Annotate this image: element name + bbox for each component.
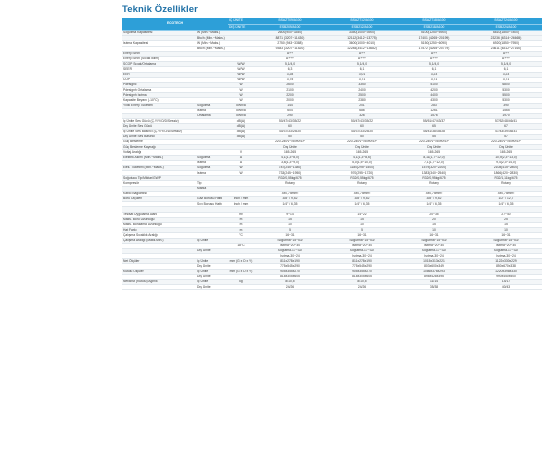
spec-unit: W — [228, 93, 254, 98]
spec-value: 2000 — [254, 98, 326, 103]
spec-value: Isıtma-30~24 — [398, 254, 470, 259]
spec-sublabel: Tip — [196, 181, 228, 186]
spec-value: 3,75 — [254, 77, 326, 82]
spec-value: Dış Ünite — [326, 145, 398, 150]
spec-value: 57 — [470, 134, 542, 139]
spec-unit: W — [228, 165, 254, 170]
spec-value: 6,3 — [254, 67, 326, 72]
spec-sublabel: Dış Ünite — [196, 248, 228, 253]
spec-unit: W — [228, 88, 254, 93]
spec-value: A+++ — [254, 56, 326, 61]
spec-value: Soğutma-17~32/ — [254, 248, 326, 253]
spec-value: 6800 — [470, 82, 542, 87]
spec-value: 2600(900~3350) — [254, 31, 326, 36]
spec-sublabel: Dış Ünite — [196, 285, 228, 290]
spec-value: 220-240V~/50Hz/1P — [254, 139, 326, 144]
spec-label: Kapasite Beyanı (-10°C) — [122, 98, 196, 103]
spec-unit: W/W — [228, 77, 254, 82]
spec-value: 4300 — [398, 98, 470, 103]
spec-value: 9,4(2,3~14,0) — [470, 160, 542, 165]
spec-value: 5300 — [470, 88, 542, 93]
spec-label: Pdesignh Ortalama — [122, 88, 196, 93]
spec-value: 2108(415~2800) — [470, 165, 542, 170]
spec-value: A++ — [326, 51, 398, 56]
spec-value: Isıtma~20~30 — [398, 243, 470, 248]
spec-value: R32/0,55kg/675 — [254, 176, 326, 181]
spec-value: 60 — [326, 124, 398, 129]
spec-value: 17401 (4265~20199) — [398, 36, 470, 41]
spec-value: R32/0,55kg/675 — [326, 176, 398, 181]
spec-label: Isıtma Kapasitesi — [122, 41, 196, 46]
spec-label: Güç Besleme Kaynağı — [122, 145, 196, 150]
spec-value: 5300 — [470, 98, 542, 103]
spec-value: 905x355x270 — [254, 269, 326, 274]
spec-value: 40/37/33/25/20 — [326, 129, 398, 134]
spec-value: 17572 (4265~20779) — [398, 46, 470, 51]
spec-value: 8871 (3207~11430) — [254, 36, 326, 41]
spec-value: 1/4" / 6,35 — [326, 202, 398, 207]
spec-value: 3/8" / 9,52 — [398, 197, 470, 202]
spec-value: 3,71 — [326, 77, 398, 82]
spec-value: 15 — [326, 217, 398, 222]
spec-value: 4200 — [398, 88, 470, 93]
spec-value: 201 — [326, 103, 398, 108]
spec-unit: dB(A) — [228, 124, 254, 129]
spec-value: 50/47/43/35/22 — [326, 119, 398, 124]
spec-unit: kWh/a — [228, 103, 254, 108]
spec-value: 775x545x290 — [254, 264, 326, 269]
spec-value: 50 — [326, 134, 398, 139]
spec-unit: kWh/a — [228, 108, 254, 113]
spec-label: Tesisat Uygulama Alanı — [122, 212, 196, 217]
spec-value: 3,28 — [254, 72, 326, 77]
spec-value: 220-240V~/50Hz/1P — [398, 139, 470, 144]
spec-sublabel: Dış Ünite — [196, 274, 228, 279]
spec-value: 326 — [326, 114, 398, 119]
spec-value: A++ — [254, 51, 326, 56]
spec-value: Isıtma-30~24 — [254, 254, 326, 259]
spec-value: 2400 — [326, 88, 398, 93]
spec-label: Kablo Bağlantısı — [122, 191, 196, 196]
spec-label: Dış Ünite Ses Basıncı — [122, 134, 196, 139]
spec-label: Maks. Borulama Uzunluğu — [122, 222, 196, 227]
spec-value: 23236 (6314~26665) — [470, 36, 542, 41]
spec-value: 4x0,75mm² — [470, 191, 542, 196]
spec-label: Enerji Sınıfı (Sıcak İklim) — [122, 56, 196, 61]
spec-value: Soğutma~15~53/ — [254, 238, 326, 243]
spec-unit: A — [228, 155, 254, 160]
spec-value: 6,1 — [326, 67, 398, 72]
spec-value: 775x545x290 — [326, 264, 398, 269]
spec-value: 686 — [326, 108, 398, 113]
spec-value: 990x450x500 — [470, 274, 542, 279]
spec-value: 1/4" / 6,35 — [398, 202, 470, 207]
spec-value: 2500 — [326, 93, 398, 98]
spec-value: Isıtma~20~30 — [470, 243, 542, 248]
spec-value: 16~31 — [254, 233, 326, 238]
spec-value: 50 — [254, 134, 326, 139]
spec-unit: A — [228, 160, 254, 165]
spec-unit: W — [228, 82, 254, 87]
spec-value: 390 — [470, 103, 542, 108]
spec-value: Isıtma~20~30 — [326, 243, 398, 248]
spec-sublabel: Isıtma — [196, 171, 228, 176]
spec-label: Yıllık Enerji Tüketimi — [122, 103, 196, 108]
spec-value: 811x278x190 — [326, 259, 398, 264]
spec-value: Dış Ünite — [470, 145, 542, 150]
spec-unit: V — [228, 150, 254, 155]
spec-value: 3600(1000~4010) — [326, 41, 398, 46]
indoor-model: BSAZT09/A100 — [254, 18, 326, 24]
spec-value: 1866(420~2830) — [470, 171, 542, 176]
spec-value: 12284(3412~13682) — [326, 46, 398, 51]
spec-value: 5150(1250~6090) — [398, 41, 470, 46]
spec-value: 20 — [398, 217, 470, 222]
spec-unit: 18°C — [228, 243, 254, 248]
spec-sublabel: W (Min.~Maks.) — [196, 41, 228, 46]
outdoor-model: ESB209/A100 — [254, 24, 326, 31]
spec-value: 9383 (3207~11520) — [254, 46, 326, 51]
spec-value: 3,01 — [326, 72, 398, 77]
spec-value: 3,23 — [398, 72, 470, 77]
spec-value: 16~31 — [470, 233, 542, 238]
spec-label: Çalışma Aralığı (Maks.Min.) — [122, 238, 196, 243]
spec-unit: m — [228, 217, 254, 222]
page-title: Teknik Özellikler — [122, 4, 198, 15]
spec-value: A+++ — [470, 56, 542, 61]
spec-value: 8/10,5 — [254, 280, 326, 285]
spec-value: 45/41/38/35/28 — [398, 129, 470, 134]
spec-label: Soğutucu Tip/Miktar/GWP — [122, 176, 196, 181]
spec-sublabel: Sıvı Borusu Hattı — [196, 202, 228, 207]
spec-sublabel: Ortalama — [196, 114, 228, 119]
spec-value: 20~35 — [398, 212, 470, 217]
spec-label: İç Ünite Ses Basıncı (Ç.Y/Y/O/D/Sessiz) — [122, 129, 196, 134]
spec-value: 144 — [254, 103, 326, 108]
spec-value: 5500 — [470, 93, 542, 98]
spec-label: Pdesignc — [122, 82, 196, 87]
spec-value: 1/4" / 6,35 — [254, 202, 326, 207]
spec-value: 6,1 — [398, 67, 470, 72]
spec-value: Isıtma-30~24 — [326, 254, 398, 259]
spec-label: Boru Ölçüleri — [122, 197, 196, 202]
spec-value: 2380 — [326, 98, 398, 103]
spec-sublabel: W (Min.~Maks.) — [196, 31, 228, 36]
spec-label: SCOP Sıcak/Ortalama — [122, 62, 196, 67]
spec-label: Kutulu Ölçüler — [122, 269, 196, 274]
spec-value: 2200 — [254, 93, 326, 98]
spec-value: 3,71 — [398, 77, 470, 82]
spec-unit: m² — [228, 212, 254, 217]
spec-value: 40/43 — [470, 285, 542, 290]
spec-label: Voltaj Aralığı — [122, 150, 196, 155]
spec-value: Rotary — [326, 181, 398, 186]
spec-value: Rotary — [470, 181, 542, 186]
spec-label: EER — [122, 72, 196, 77]
spec-value: 25 — [470, 217, 542, 222]
spec-sublabel: Btu/h (Min.~Maks.) — [196, 36, 228, 41]
spec-value: 40/37/33/25/20 — [254, 129, 326, 134]
spec-value: 55 — [398, 134, 470, 139]
spec-value: 733(245~1950) — [254, 171, 326, 176]
spec-sublabel: Marka — [196, 186, 228, 191]
spec-value: Soğutma~15~53/ — [470, 238, 542, 243]
spec-value: 290 — [254, 114, 326, 119]
spec-value: 3,23 — [470, 72, 542, 77]
spec-label: Net/Brüt (Kutulu) Ağırlık — [122, 280, 196, 285]
spec-value: 10 — [470, 228, 542, 233]
spec-value: 1015x313x221 — [398, 259, 470, 264]
spec-value: Soğutma~15~53/ — [326, 238, 398, 243]
spec-value: 3350 — [326, 82, 398, 87]
spec-unit: W/W — [228, 62, 254, 67]
spec-value: 8,11(1,7~12,0) — [398, 155, 470, 160]
outdoor-model: ESB218/A100 — [398, 24, 470, 31]
spec-unit: W — [228, 171, 254, 176]
spec-sublabel: İç Ünite — [196, 238, 228, 243]
outdoor-model: ESB224/A100 — [470, 24, 542, 31]
spec-value: 1/2" / 12,7 — [470, 197, 542, 202]
spec-value: A++ — [398, 51, 470, 56]
spec-unit: dB(A) — [228, 129, 254, 134]
spec-label: COP — [122, 77, 196, 82]
spec-label: Güç Besleme — [122, 139, 196, 144]
spec-sublabel: İç Ünite — [196, 280, 228, 285]
spec-value: 604 — [254, 108, 326, 113]
spec-label: SEER — [122, 67, 196, 72]
spec-sublabel: Soğutma — [196, 103, 228, 108]
spec-label: Pdesignh Isıtma — [122, 93, 196, 98]
spec-unit: W — [228, 98, 254, 103]
spec-value: 11/14 — [398, 280, 470, 285]
spec-value: 4,1(1,3~8,0) — [254, 155, 326, 160]
spec-value: 50/47/43/35/22 — [254, 119, 326, 124]
spec-value: 5,1/4,0 — [470, 62, 542, 67]
spec-value: 27~40 — [470, 212, 542, 217]
spec-value: 818x305x605 — [326, 274, 398, 279]
spec-row — [122, 285, 542, 290]
spec-value: 818x305x605 — [254, 274, 326, 279]
spec-value: 4x0,75mm² — [326, 191, 398, 196]
spec-value: 283 — [398, 103, 470, 108]
spec-value: 220-240V~/50Hz/1P — [326, 139, 398, 144]
spec-label: Hat Farkı — [122, 228, 196, 233]
spec-value: 15 — [398, 222, 470, 227]
spec-value: 898x428x395 — [398, 274, 470, 279]
spec-value: 1220x398x330 — [470, 269, 542, 274]
spec-value: 14/17 — [470, 280, 542, 285]
spec-value: 5100 — [398, 82, 470, 87]
spec-value: 1970 — [470, 114, 542, 119]
spec-value: 15 — [254, 217, 326, 222]
spec-value: 3/8" / 9,52 — [254, 197, 326, 202]
spec-value: 12112(3412~13775) — [326, 36, 398, 41]
spec-value: A++ — [470, 51, 542, 56]
spec-value: 6920(1850~7950) — [470, 41, 542, 46]
spec-sublabel: Isıtma — [196, 160, 228, 165]
spec-value: 1383(340~2540) — [398, 171, 470, 176]
spec-label — [122, 285, 196, 290]
spec-value: Rotary — [254, 181, 326, 186]
spec-value: 10 — [254, 222, 326, 227]
spec-label: İç Ünite Ses Gücü (Ç.Y/Y/O/D/Sessiz) — [122, 119, 196, 124]
spec-value: 787(245~1380) — [254, 165, 326, 170]
spec-unit: m — [228, 222, 254, 227]
spec-value: 5 — [254, 228, 326, 233]
spec-value: 4,1(1,3~8,6) — [326, 155, 398, 160]
spec-value: 67 — [470, 124, 542, 129]
indoor-model: BSAZT24/A100 — [470, 18, 542, 24]
spec-value: 6,1 — [470, 67, 542, 72]
spec-value: 16~31 — [326, 233, 398, 238]
spec-value: 1180(295~1500) — [326, 165, 398, 170]
spec-value: 1579(320~2200) — [398, 165, 470, 170]
spec-value: 5,1/4,0 — [326, 62, 398, 67]
spec-value: 3/8" / 9,52 — [326, 197, 398, 202]
spec-value: Soğutma-17~32/ — [470, 248, 542, 253]
spec-value: R32/1,11kg/675 — [470, 176, 542, 181]
spec-unit: W/W — [228, 67, 254, 72]
indoor-unit-label: İÇ ÜNİTE — [228, 18, 254, 24]
spec-sublabel: Soğutma — [196, 155, 228, 160]
spec-label: Net Ölçüler — [122, 259, 196, 264]
spec-value: 2750 (943~3388) — [254, 41, 326, 46]
spec-value: 65 — [398, 124, 470, 129]
spec-label: Maks. Boru Uzunluğu — [122, 217, 196, 222]
spec-value: Dış Ünite — [398, 145, 470, 150]
spec-label: Çalışma Sıcaklık Aralığı — [122, 233, 196, 238]
spec-sublabel: Gaz Borusu Hattı — [196, 197, 228, 202]
spec-value: 850x670x338 — [470, 264, 542, 269]
spec-value: 2600 — [254, 82, 326, 87]
spec-value: 165-265 — [326, 150, 398, 155]
spec-value: Rotary — [398, 181, 470, 186]
spec-value: 1565 — [470, 108, 542, 113]
outdoor-unit-label: DIŞ ÜNİTE — [228, 24, 254, 31]
indoor-model: BSAZT12/A100 — [326, 18, 398, 24]
spec-value: 3,71 — [470, 77, 542, 82]
spec-value: 24/26 — [326, 285, 398, 290]
spec-value: Dış Ünite — [254, 145, 326, 150]
spec-value: 970(295~1720) — [326, 171, 398, 176]
spec-value: 4x0,75mm² — [254, 191, 326, 196]
spec-table — [122, 18, 542, 290]
spec-value: 1086x376x293 — [398, 269, 470, 274]
spec-unit: W/W — [228, 72, 254, 77]
spec-value: 811x278x190 — [254, 259, 326, 264]
spec-unit: dB(A) — [228, 134, 254, 139]
spec-value: 57/52/48/46/41 — [470, 119, 542, 124]
spec-value: 23611 (6312~27160) — [470, 46, 542, 51]
spec-value: 16~31 — [398, 233, 470, 238]
spec-value: 4400 — [398, 93, 470, 98]
spec-label: Enerji Sınıfı — [122, 51, 196, 56]
spec-value: 5,1/4,0 — [254, 62, 326, 67]
spec-value: 220-240V~/50Hz/1P — [470, 139, 542, 144]
spec-value: 15 — [470, 222, 542, 227]
spec-value: 2100 — [254, 88, 326, 93]
spec-sublabel: Soğutma — [196, 165, 228, 170]
indoor-model: BSAZT18/A100 — [398, 18, 470, 24]
spec-value: 1122x330x229 — [470, 259, 542, 264]
spec-value: 8/10,5 — [326, 280, 398, 285]
spec-value: 1/4" / 6,35 — [470, 202, 542, 207]
spec-label: Soğutma Kapasitesi — [122, 31, 196, 36]
spec-value: 5,0(1,5~10,0) — [326, 160, 398, 165]
spec-value: A+++ — [326, 56, 398, 61]
spec-value: Isıtma-30~24 — [470, 254, 542, 259]
spec-sublabel: İç Ünite — [196, 259, 228, 264]
spec-unit: Inch / mm — [228, 202, 254, 207]
spec-label: Elek. Tüketimi (Min.~Maks.) — [122, 165, 196, 170]
spec-unit: m — [228, 228, 254, 233]
spec-value: 905x355x270 — [326, 269, 398, 274]
brand-label: ECOTECH — [122, 18, 228, 31]
spec-value: 3350(1000~3900) — [326, 31, 398, 36]
spec-value: 165-265 — [254, 150, 326, 155]
spec-value: 55/51/47/43/37 — [398, 119, 470, 124]
spec-label: Dış Ünite Ses Gücü — [122, 124, 196, 129]
spec-value: 5100(1250~5900) — [398, 31, 470, 36]
spec-value: 165-265 — [398, 150, 470, 155]
spec-value: 803x600x349 — [398, 264, 470, 269]
spec-unit: °C — [228, 233, 254, 238]
spec-value: Soğutma~15~53/ — [398, 238, 470, 243]
spec-sublabel: Isıtma — [196, 108, 228, 113]
spec-value: 9~14 — [254, 212, 326, 217]
spec-value: 3,8(1,3~9,0) — [254, 160, 326, 165]
spec-value: 6810(1850~7800) — [470, 31, 542, 36]
spec-sublabel: İç Ünite — [196, 269, 228, 274]
spec-unit: kWh/a — [228, 114, 254, 119]
outdoor-model: ESB212/A100 — [326, 24, 398, 31]
spec-label: Kompresör — [122, 181, 196, 186]
spec-value: 1261 — [398, 108, 470, 113]
spec-value: 10 — [398, 228, 470, 233]
spec-value: 7,1(1,7~12,0) — [398, 160, 470, 165]
spec-sublabel: Dış Ünite — [196, 264, 228, 269]
spec-value: 14~22 — [326, 212, 398, 217]
spec-value: 60 — [254, 124, 326, 129]
spec-value: 5 — [326, 228, 398, 233]
spec-value: Soğutma-17~32/ — [398, 248, 470, 253]
spec-value: Isıtma~20~30 — [254, 243, 326, 248]
spec-label: Elektrik Akımı (Min.~Maks.) — [122, 155, 196, 160]
spec-unit: kg — [228, 280, 254, 285]
spec-unit: mm (G x D x Y) — [229, 258, 253, 263]
spec-value: 10 — [326, 222, 398, 227]
spec-value: R32/0,95kg/675 — [398, 176, 470, 181]
spec-unit — [228, 285, 254, 290]
spec-value: 4x0,75mm² — [398, 191, 470, 196]
spec-unit: Inch / mm — [228, 197, 254, 202]
spec-value: 165-265 — [470, 150, 542, 155]
spec-sublabel: Btu/h (Min.~Maks.) — [196, 46, 228, 51]
spec-value: 1576 — [398, 114, 470, 119]
spec-value: 24/26 — [254, 285, 326, 290]
spec-value: A+++ — [398, 56, 470, 61]
spec-value: 47/43/39/36/31 — [470, 129, 542, 134]
spec-value: Soğutma-17~32/ — [326, 248, 398, 253]
spec-value: 10,9(2,3~13,0) — [470, 155, 542, 160]
spec-unit: mm (G x D x Y) — [229, 269, 253, 274]
spec-value: 35/38 — [398, 285, 470, 290]
spec-unit: dB(A) — [228, 119, 254, 124]
spec-value: 5,1/4,0 — [398, 62, 470, 67]
